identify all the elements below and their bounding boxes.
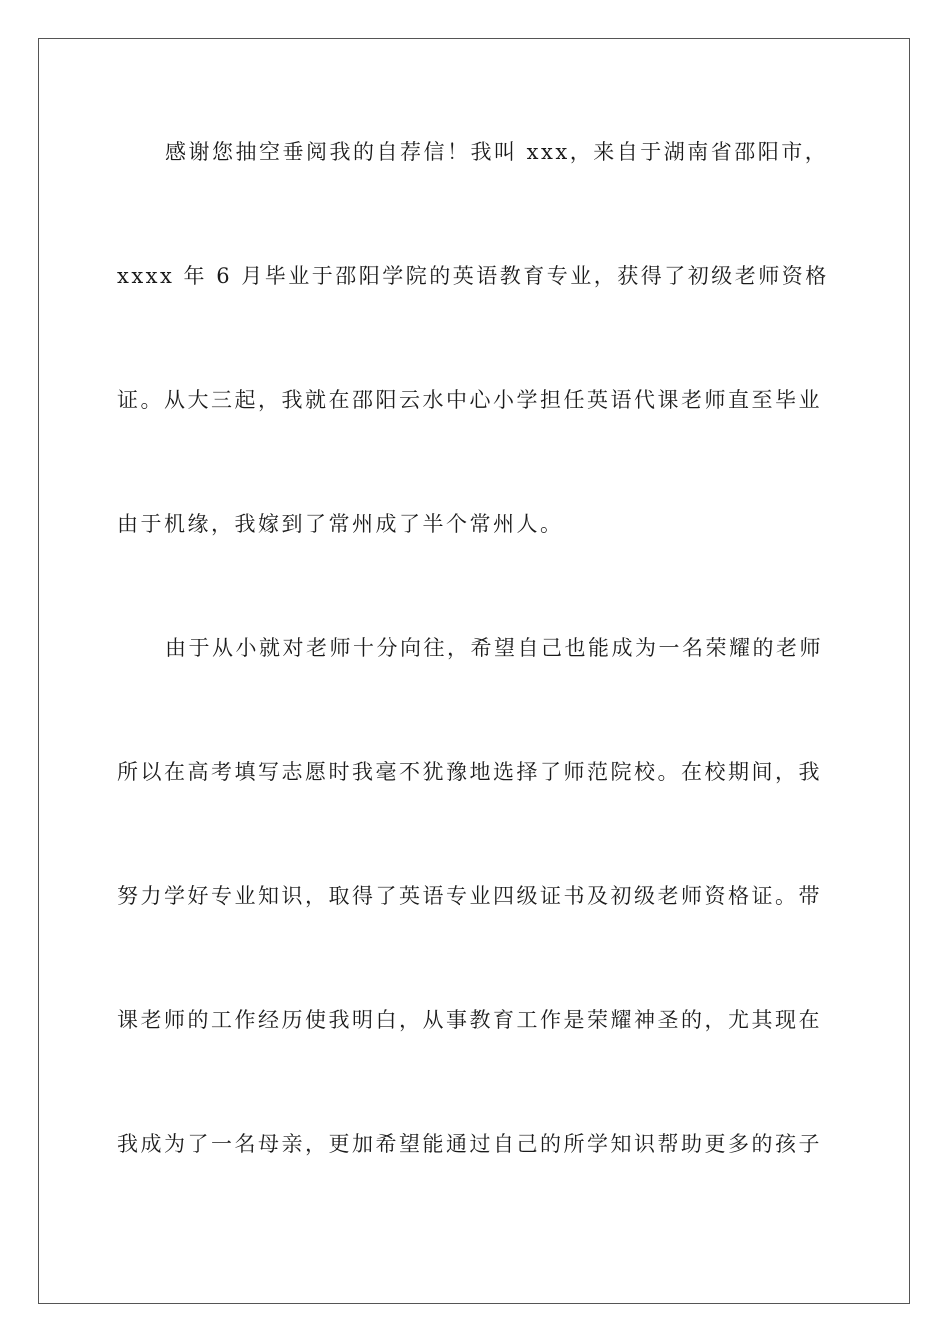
paragraph-2-line-2: 所以在高考填写志愿时我毫不犹豫地选择了师范院校。在校期间，我 — [117, 760, 822, 784]
paragraph-2-line-3: 努力学好专业知识，取得了英语专业四级证书及初级老师资格证。带 — [117, 884, 822, 908]
paragraph-1-line-4: 由于机缘，我嫁到了常州成了半个常州人。 — [117, 512, 564, 536]
paragraph-1-line-3: 证。从大三起，我就在邵阳云水中心小学担任英语代课老师直至毕业 — [117, 388, 822, 412]
paragraph-1-line-2: xxxx 年 6 月毕业于邵阳学院的英语教育专业，获得了初级老师资格 — [117, 264, 829, 288]
paragraph-2-line-4: 课老师的工作经历使我明白，从事教育工作是荣耀神圣的，尤其现在 — [117, 1008, 822, 1032]
paragraph-2-line-5: 我成为了一名母亲，更加希望能通过自己的所学知识帮助更多的孩子 — [117, 1132, 822, 1156]
paragraph-1-line-1: 感谢您抽空垂阅我的自荐信！我叫 xxx，来自于湖南省邵阳市， — [165, 140, 829, 164]
paragraph-2-line-1: 由于从小就对老师十分向往，希望自己也能成为一名荣耀的老师 — [165, 636, 823, 660]
page-border — [38, 38, 910, 1304]
